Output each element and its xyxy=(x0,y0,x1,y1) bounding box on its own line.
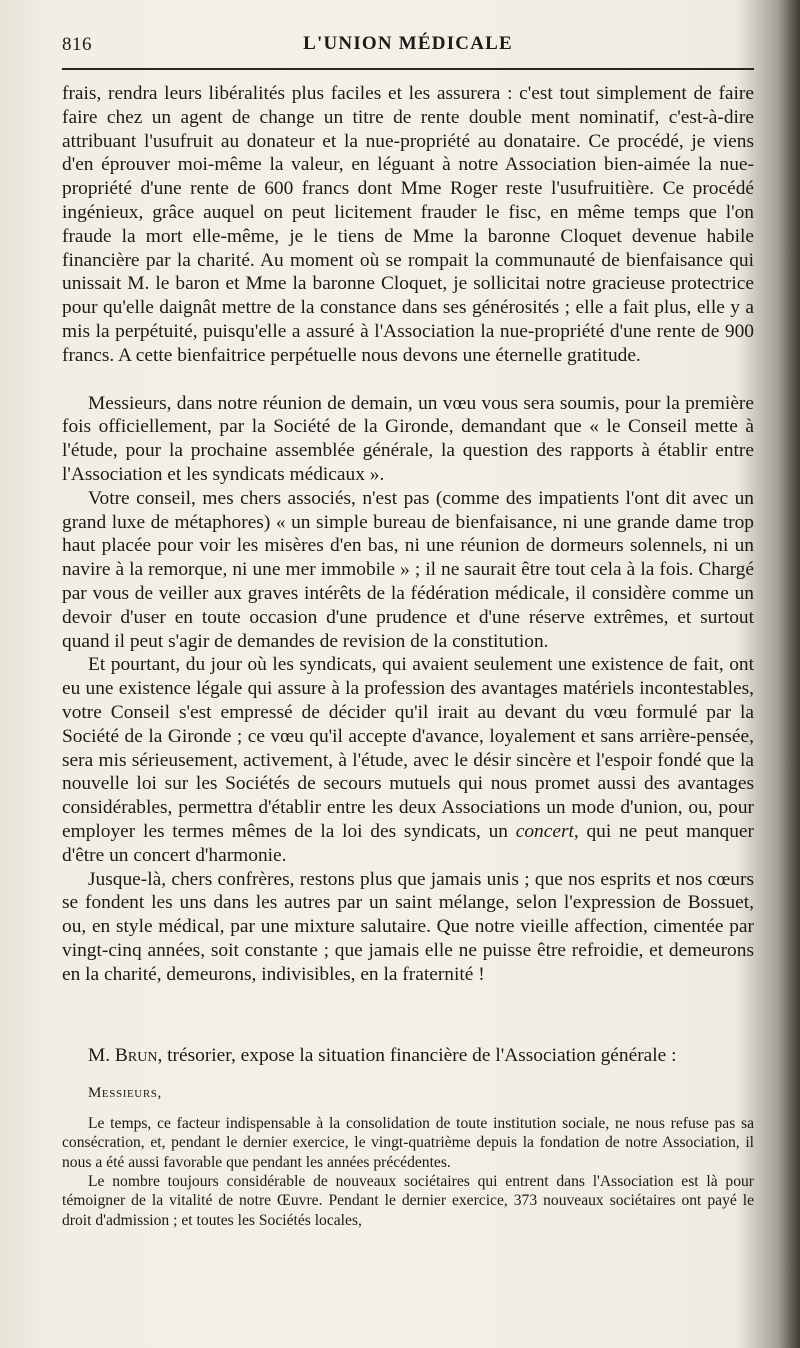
report-salutation: Messieurs, xyxy=(88,1085,162,1102)
paragraph-1: frais, rendra leurs libéralités plus faciles et les assurera : c'est tout simplement de faire faire chez un agent de change un titre de rente double ment nominatif, c'est-à-dire attribuant l'usufruit au donateur et la nue-propriété au donataire. Ce procédé, je viens d'en éprouver moi-même la valeur, en léguant à notre Association bien-aimée la nue-propriété d'une rente de 600 francs dont Mme Roger reste l'usufruitière. Ce procédé ingénieux, grâce auquel on peut licitement frauder le fisc, en même temps que l'on fraude la mort elle-même, je le tiens de Mme la baronne Cloquet devenue habile financière par la charité. Au moment où se rompait la communauté de bienfaisance qui unissait M. le baron et Mme la baronne Cloquet, je sollicitai notre gracieuse protectrice pour qu'elle daignât mettre de la constance dans ses générosités ; elle a fait plus, elle y a mis la perpétuité, puisqu'elle a assuré à l'Association la nue-propriété d'une rente de 900 francs. A cette bienfaitrice perpétuelle nous devons une éternelle gratitude. xyxy=(62,83,754,366)
page-header xyxy=(62,30,754,70)
speaker-name: M. Brun xyxy=(88,1045,158,1067)
paragraph-2: Messieurs, dans notre réunion de demain, un vœu vous sera soumis, pour la première fois officiellement, par la Société de la Gironde, demandant que « le Conseil mette à l'étude, pour la prochaine assemblée générale, la question des rapports à établir entre l'Association et les syndicats médicaux ». xyxy=(62,392,754,485)
report-paragraph-2: Le nombre toujours considérable de nouveaux sociétaires qui entrent dans l'Association est là pour témoigner de la vitalité de notre Œuvre. Pendant le dernier exercice, 373 nouveaux sociétaires ont payé le droit d'admission ; et toutes les Sociétés locales, xyxy=(62,1172,754,1229)
speaker-text: , trésorier, expose la situation financière de l'Association générale : xyxy=(157,1045,677,1067)
paragraph-4-text: Et pourtant, du jour où les syndicats, qui avaient seulement une existence de fait, ont eu une existence légale qui assure à la profession des avantages matériels incontestables, votre Conseil s'est empressé de décider qu'il irait au devant du vœu formulé par la Société de la Gironde ; ce vœu qu'il accepte d'avance, loyalement et sans arrière-pensée, sera mis sérieusement, activement, à l'étude, avec le désir sincère et l'espoir fondé que la nouvelle loi sur les Sociétés de secours mutuels qui nous promet aussi des avantages considérables, permettra d'établir entre les deux Associations un mode d'union, ou, pour employer les termes mêmes de la loi des syndicats, un xyxy=(62,654,754,842)
running-title: L'UNION MÉDICALE xyxy=(303,33,513,54)
body-text xyxy=(62,82,754,1230)
paragraph-4-end: , qui ne peut manquer d'être un concert d'harmonie. xyxy=(62,820,754,866)
report-paragraph-1: Le temps, ce facteur indispensable à la consolidation de toute institution sociale, ne nous refuse pas sa consécration, et, pendant le dernier exercice, le vingt-quatrième depuis la fondation de notre Association, il nous a été aussi favorable que pendant les années précédentes. xyxy=(62,1114,754,1171)
paragraph-4 xyxy=(62,653,754,867)
paragraph-5: Jusque-là, chers confrères, restons plus que jamais unis ; que nos esprits et nos cœurs se fondent les uns dans les autres par un saint mélange, selon l'expression de Bossuet, ou, en style médical, par une mixture salutaire. Que notre vieille affection, cimentée par vingt-cinq années, soit constante ; que jamais elle ne puisse être refroidie, et demeurons en la charité, demeurons, indivisibles, en la fraternité ! xyxy=(62,868,754,985)
treasurer-report xyxy=(62,1084,754,1230)
paragraph-3: Votre conseil, mes chers associés, n'est pas (comme des impatients l'ont dit avec un grand luxe de métaphores) « un simple bureau de bienfaisance, ni une grande dame trop haut placée pour voir les misères d'en bas, ni une réunion de dormeurs solennels, ni un navire à la remorque, ni une mer immobile » ; il ne saurait être tout cela à la fois. Chargé par vous de veiller aux graves intérêts de la fédération médicale, il considère comme un devoir d'user en toute occasion d'une prudence et d'une réserve extrêmes, et surtout quand il peut s'agir de demandes de revision de la constitution. xyxy=(62,487,754,652)
speaker-paragraph xyxy=(62,1044,754,1068)
page-number: 816 xyxy=(62,34,92,55)
page-edge-shadow xyxy=(778,0,800,1348)
header-rule xyxy=(62,68,754,70)
emphasis-concert: concert xyxy=(515,820,574,842)
